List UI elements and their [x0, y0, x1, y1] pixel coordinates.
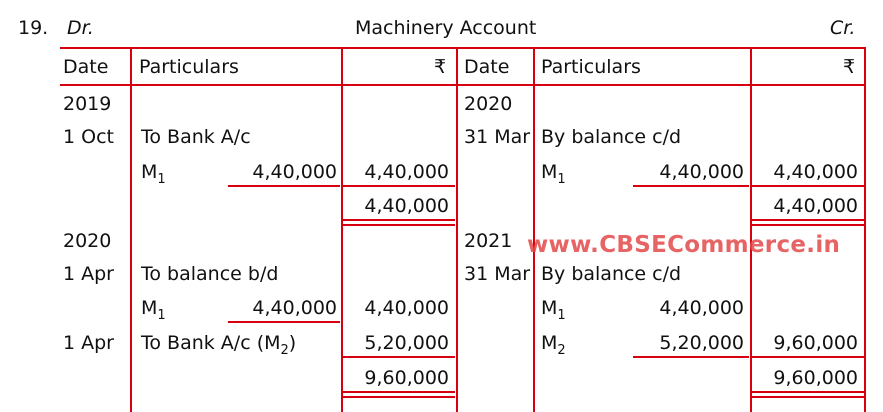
watermark: www.CBSECommerce.in [527, 232, 841, 258]
credit-m1-label-2: $M_1$ [541, 297, 566, 323]
credit-m1-amount-2: 4,40,000 [659, 297, 744, 319]
credit-m2-amount: 5,20,000 [659, 332, 744, 354]
header-date-credit: Date [464, 56, 510, 78]
credit-label: Cr. [830, 17, 856, 39]
debit-date-3: 1 Apr [63, 332, 114, 354]
credit-particular-1: By balance c/d [541, 126, 682, 148]
credit-amount-1: 4,40,000 [773, 161, 858, 183]
debit-year-1: 2019 [63, 93, 112, 115]
credit-m2-label: $M_2$ [541, 332, 566, 358]
debit-m1-amount-1: 4,40,000 [252, 161, 337, 183]
debit-particular-3: To Bank A/c $(M_2)$ [141, 332, 297, 358]
debit-total-2: 9,60,000 [364, 367, 449, 389]
credit-year-2: 2021 [464, 230, 513, 252]
debit-m1-label-2: $M_1$ [141, 297, 166, 323]
debit-total-1: 4,40,000 [364, 195, 449, 217]
debit-particular-1: To Bank A/c [141, 126, 251, 148]
debit-date-1: 1 Oct [63, 126, 114, 148]
account-title: Machinery Account [355, 17, 537, 39]
credit-m1-amount-1: 4,40,000 [659, 161, 744, 183]
credit-year-1: 2020 [464, 93, 513, 115]
credit-m1-label-1: $M_1$ [541, 161, 566, 187]
debit-m1-amount-2: 4,40,000 [252, 297, 337, 319]
header-particulars-credit: Particulars [541, 56, 641, 78]
debit-amount-3: 5,20,000 [364, 332, 449, 354]
debit-amount-1: 4,40,000 [364, 161, 449, 183]
credit-date-2: 31 Mar [464, 263, 531, 285]
debit-amount-2: 4,40,000 [364, 297, 449, 319]
debit-date-2: 1 Apr [63, 263, 114, 285]
debit-label: Dr. [67, 17, 94, 39]
header-particulars-debit: Particulars [139, 56, 239, 78]
question-number: 19. [18, 17, 49, 39]
header-amount-debit: ₹ [434, 56, 447, 78]
header-amount-credit: ₹ [843, 56, 856, 78]
credit-date-1: 31 Mar [464, 126, 531, 148]
credit-total-2: 9,60,000 [773, 367, 858, 389]
debit-year-2: 2020 [63, 230, 112, 252]
header-date-debit: Date [63, 56, 109, 78]
debit-m1-label-1: $M_1$ [141, 161, 166, 187]
debit-particular-2: To balance b/d [141, 263, 279, 285]
credit-total-1: 4,40,000 [773, 195, 858, 217]
credit-particular-2: By balance c/d [541, 263, 682, 285]
credit-amount-2: 9,60,000 [773, 332, 858, 354]
